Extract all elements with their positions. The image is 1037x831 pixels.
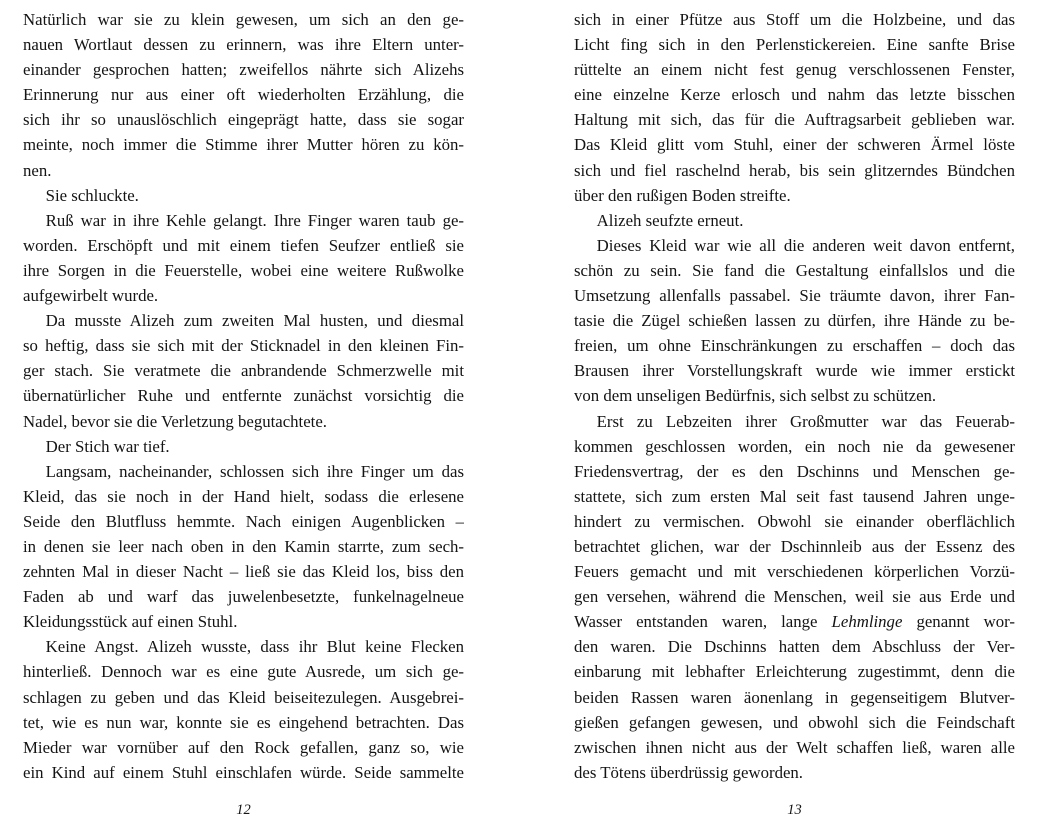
text-line [23, 710, 464, 735]
text-line [23, 158, 464, 183]
text-segment: Brausen ihrer Vorstellungskraft wurde wie immer erstickt [574, 361, 1015, 381]
text-line [574, 32, 1015, 57]
text-line [23, 333, 464, 358]
text-line [574, 685, 1015, 710]
text-segment: stattete, sich zum ersten Mal seit fast tausend Jahren unge- [574, 486, 1015, 506]
text-segment: gen versehen, während die Menschen, weil sie aus Erde und [574, 587, 1015, 607]
text-line [574, 459, 1015, 484]
text-line [23, 659, 464, 684]
text-segment: zwischen ihnen nicht aus der Welt schaffen ließ, waren alle [574, 737, 1015, 757]
text-line [574, 509, 1015, 534]
text-line [23, 82, 464, 107]
text-line [574, 208, 1015, 233]
text-line [574, 258, 1015, 283]
text-line [574, 132, 1015, 157]
text-line [574, 659, 1015, 684]
italic-text: Lehmlinge [831, 612, 903, 632]
text-line [23, 559, 464, 584]
text-segment: hindert zu vermischen. Obwohl sie einander oberflächlich [574, 511, 1015, 531]
text-segment: Umsetzung allenfalls passabel. Sie träumte davon, ihrer Fan- [574, 286, 1015, 306]
text-segment: Kleid, das sie noch in der Hand hielt, sodass die erlesene [23, 486, 464, 506]
text-segment: sich ihr so unauslöschlich eingeprägt hatte, dass sie sogar [23, 110, 464, 130]
text-segment: Faden ab und warf das juwelenbesetzte, funkelnagelneue [23, 587, 464, 607]
text-segment: des Tötens überdrüssig geworden. [574, 762, 803, 782]
text-segment: kommen geschlossen worden, ein noch nie da gewesener [574, 436, 1015, 456]
text-line [574, 584, 1015, 609]
page-right [574, 7, 1015, 819]
text-line [574, 634, 1015, 659]
text-line [23, 358, 464, 383]
text-line [23, 208, 464, 233]
text-line [23, 484, 464, 509]
text-line [23, 434, 464, 459]
text-segment: Dieses Kleid war wie all die anderen weit davon entfernt, [596, 235, 1015, 255]
text-segment: nen. [23, 160, 52, 180]
text-segment: Langsam, nacheinander, schlossen sich ihre Finger um das [45, 461, 464, 481]
text-segment: eine einzelne Kerze erlosch und nahm das letzte bisschen [574, 85, 1015, 105]
text-segment: aufgewirbelt wurde. [23, 286, 159, 306]
text-segment: so heftig, dass sie sich mit der Sticknadel in den kleinen Fin- [23, 336, 464, 356]
text-segment: betrachtet glichen, war der Dschinnleib aus der Essenz des [574, 536, 1015, 556]
text-segment: sich in einer Pfütze aus Stoff um die Holzbeine, und das [574, 10, 1015, 29]
text-segment: beiden Rassen waren äonenlang in gegenseitigem Blutver- [574, 687, 1015, 707]
text-line [574, 107, 1015, 132]
text-segment: in denen sie leer nach oben in den Kamin starrte, zum sech- [23, 536, 464, 556]
text-line [23, 459, 464, 484]
text-line [574, 233, 1015, 258]
text-segment: Kleidungsstück auf einen Stuhl. [23, 612, 238, 632]
text-segment: gießen gefangen gewesen, und obwohl sich die Feindschaft [574, 712, 1015, 732]
text-segment: ein Kind auf einem Stuhl einschlafen würde. Seide sammelte [23, 762, 464, 782]
text-segment: hinterließ. Dennoch war es eine gute Ausrede, um sich ge- [23, 662, 464, 682]
text-segment: über den rußigen Boden streifte. [574, 185, 791, 205]
text-segment: Erst zu Lebzeiten ihrer Großmutter war das Feuerab- [596, 411, 1015, 431]
text-line [574, 609, 1015, 634]
text-line [23, 183, 464, 208]
text-line [23, 107, 464, 132]
page-text-left [23, 7, 464, 786]
text-segment: nauen Wortlaut dessen zu erinnern, was ihre Eltern unter- [23, 35, 464, 55]
text-line [23, 132, 464, 157]
text-segment: einbarung mit lebhafter Erleichterung zugestimmt, denn die [574, 662, 1015, 682]
text-line [23, 509, 464, 534]
text-segment: meinte, noch immer die Stimme ihrer Mutter hören zu kön- [23, 135, 464, 155]
text-line [574, 57, 1015, 82]
text-segment: Sie schluckte. [45, 185, 139, 205]
text-line [23, 534, 464, 559]
text-line [574, 434, 1015, 459]
text-line [23, 735, 464, 760]
text-segment: Feuers gemacht und mit verschiedenen körperlichen Vorzü- [574, 562, 1015, 582]
text-segment: den waren. Die Dschinns hatten dem Abschluss der Ver- [574, 637, 1015, 657]
text-segment: Keine Angst. Alizeh wusste, dass ihr Blut keine Flecken [45, 637, 464, 657]
text-line [574, 534, 1015, 559]
page-text-right [574, 7, 1015, 786]
text-segment: sich und fiel raschelnd herab, bis sein glitzerndes Bündchen [574, 160, 1015, 180]
text-segment: einander gesprochen hatten; zweifellos nährte sich Alizehs [23, 60, 464, 80]
text-line [23, 32, 464, 57]
text-line [574, 559, 1015, 584]
text-line [574, 484, 1015, 509]
text-line [23, 609, 464, 634]
text-segment: Seide den Blutfluss hemmte. Nach einigen Augenblicken – [23, 511, 464, 531]
page-left [23, 7, 464, 819]
text-line [23, 760, 464, 785]
text-segment: Erinnerung nur aus einer oft wiederholten Erzählung, die [23, 85, 464, 105]
text-line [23, 233, 464, 258]
text-line [574, 358, 1015, 383]
text-line [23, 258, 464, 283]
text-segment: schlagen zu geben und das Kleid beiseitezulegen. Ausgebrei- [23, 687, 464, 707]
text-segment: Nadel, bevor sie die Verletzung begutachtete. [23, 411, 327, 431]
text-line [574, 7, 1015, 32]
text-segment: Ruß war in ihre Kehle gelangt. Ihre Finger waren taub ge- [45, 210, 464, 230]
text-segment: genannt wor- [902, 612, 1015, 632]
text-line [574, 710, 1015, 735]
text-line [23, 634, 464, 659]
text-segment: tasie die Zügel schießen lassen zu dürfen, ihre Hände zu be- [574, 311, 1015, 331]
text-segment: Wasser entstanden waren, lange [574, 612, 832, 632]
text-segment: Haltung mit sich, das für die Auftragsarbeit geblieben war. [574, 110, 1015, 130]
text-segment: Natürlich war sie zu klein gewesen, um sich an den ge- [23, 10, 464, 29]
text-segment: ger stach. Sie veratmete die anbrandende Schmerzwelle mit [23, 361, 464, 381]
text-segment: Alizeh seufzte erneut. [596, 210, 744, 230]
text-segment: worden. Erschöpft und mit einem tiefen Seufzer entließ sie [23, 235, 464, 255]
text-line [23, 584, 464, 609]
text-line [23, 283, 464, 308]
text-line [23, 685, 464, 710]
text-segment: übernatürlicher Ruhe und entfernte zunächst vorsichtig die [23, 386, 464, 406]
text-line [23, 7, 464, 32]
text-segment: zehnten Mal in dieser Nacht – ließ sie das Kleid los, biss den [23, 562, 464, 582]
text-segment: von dem unseligen Bedürfnis, sich selbst zu schützen. [574, 386, 937, 406]
text-line [574, 735, 1015, 760]
text-line [574, 760, 1015, 785]
text-line [23, 57, 464, 82]
text-line [574, 183, 1015, 208]
page-number-right: 13 [787, 802, 802, 818]
text-segment: ihre Sorgen in die Feuerstelle, wobei eine weitere Rußwolke [23, 260, 464, 280]
text-line [574, 283, 1015, 308]
text-segment: Licht fing sich in den Perlenstickereien. Eine sanfte Brise [574, 35, 1015, 55]
text-line [574, 383, 1015, 408]
text-segment: rüttelte an einem nicht fest genug verschlossenen Fenster, [574, 60, 1015, 80]
text-segment: freien, um ohne Einschränkungen zu erschaffen – doch das [574, 336, 1015, 356]
text-segment: Der Stich war tief. [45, 436, 170, 456]
page-number-left: 12 [236, 802, 251, 818]
text-line [574, 333, 1015, 358]
text-line [23, 383, 464, 408]
text-segment: tet, wie es nun war, konnte sie es eingehend betrachten. Das [23, 712, 464, 732]
text-line [23, 409, 464, 434]
text-segment: Mieder war vornüber auf den Rock gefallen, ganz so, wie [23, 737, 464, 757]
text-line [574, 82, 1015, 107]
text-line [574, 308, 1015, 333]
text-segment: Friedensvertrag, der es den Dschinns und Menschen ge- [574, 461, 1015, 481]
text-line [23, 308, 464, 333]
text-segment: Da musste Alizeh zum zweiten Mal husten, und diesmal [45, 311, 464, 331]
text-line [574, 158, 1015, 183]
text-segment: schön zu sein. Sie fand die Gestaltung einfallslos und die [574, 260, 1015, 280]
text-line [574, 409, 1015, 434]
text-segment: Das Kleid glitt vom Stuhl, einer der schweren Ärmel löste [574, 135, 1015, 155]
